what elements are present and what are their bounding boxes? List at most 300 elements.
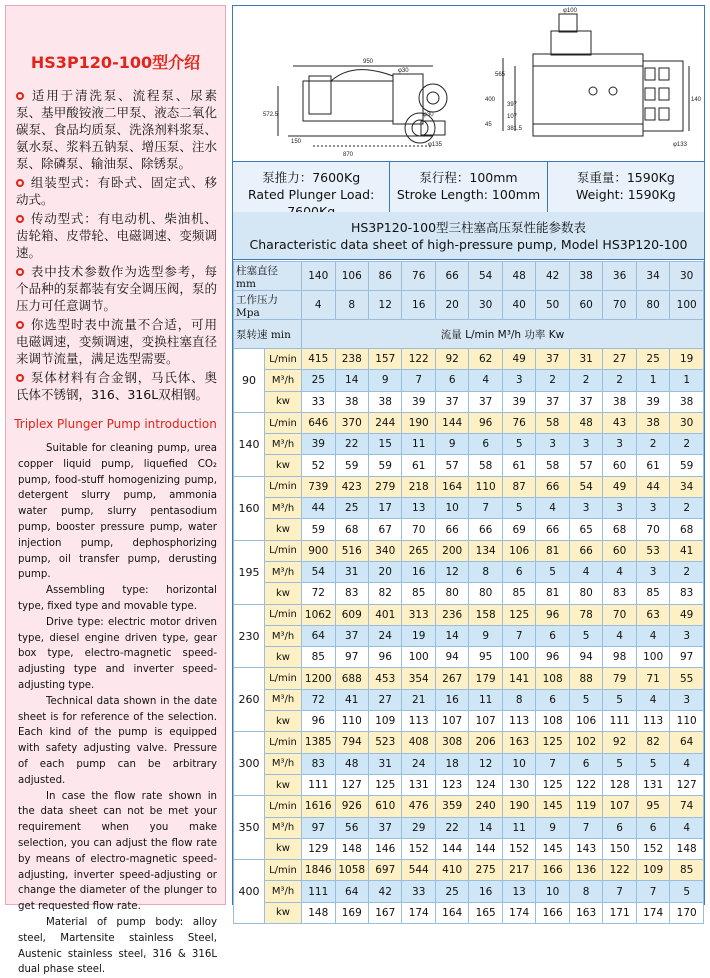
value-cell: 926 <box>335 796 368 817</box>
value-cell: 4 <box>636 625 669 646</box>
value-cell: 58 <box>469 455 502 476</box>
en-paragraph: Drive type: electric motor driven type, diesel engine driven type, gear box type, electro-magnetic speed-adjusting type and inverter speed-adjusting type. <box>18 616 217 691</box>
value-cell: 165 <box>469 902 502 923</box>
bullet-icon <box>16 92 24 100</box>
value-cell: 125 <box>502 604 535 625</box>
value-cell: 8 <box>502 689 535 710</box>
value-cell: 11 <box>502 817 535 838</box>
value-cell: 4 <box>670 817 704 838</box>
value-cell: 3 <box>670 625 704 646</box>
value-cell: 476 <box>402 796 435 817</box>
table-row <box>234 498 704 519</box>
value-cell: 6 <box>603 817 636 838</box>
table-row <box>234 902 704 923</box>
value-cell: 144 <box>435 412 468 433</box>
value-cell: 4 <box>536 498 569 519</box>
value-cell: 30 <box>670 412 704 433</box>
spec-load-cn: 泵推力：7600Kg <box>262 170 361 185</box>
value-cell: 190 <box>402 412 435 433</box>
value-cell: 79 <box>603 668 636 689</box>
value-cell: 6 <box>469 434 502 455</box>
value-cell: 110 <box>469 476 502 497</box>
bullet-icon <box>16 179 24 187</box>
dim-label: 140 <box>691 97 702 103</box>
value-cell: 9 <box>469 625 502 646</box>
value-cell: 82 <box>636 732 669 753</box>
value-cell: 9 <box>435 434 468 455</box>
value-cell: 66 <box>469 519 502 540</box>
value-cell: 3 <box>636 561 669 582</box>
value-cell: 69 <box>502 519 535 540</box>
value-cell: 37 <box>435 391 468 412</box>
unit-cell: L/min <box>265 796 302 817</box>
value-cell: 3 <box>636 498 669 519</box>
value-cell: 39 <box>302 434 335 455</box>
value-cell: 359 <box>435 796 468 817</box>
value-cell: 85 <box>502 583 535 604</box>
dim-label: 381.5 <box>507 126 523 132</box>
value-cell: 408 <box>402 732 435 753</box>
value-cell: 122 <box>603 860 636 881</box>
value-cell: 646 <box>302 412 335 433</box>
value-cell: 37 <box>469 391 502 412</box>
value-cell: 1846 <box>302 860 335 881</box>
value-cell: 24 <box>402 753 435 774</box>
value-cell: 5 <box>603 689 636 710</box>
diameter-cell: 106 <box>335 262 368 291</box>
speed-cell: 230 <box>234 604 265 668</box>
pressure-cell: 100 <box>670 291 704 320</box>
value-cell: 107 <box>435 711 468 732</box>
value-cell: 59 <box>302 519 335 540</box>
value-cell: 59 <box>335 455 368 476</box>
bullet-icon <box>16 268 24 276</box>
value-cell: 119 <box>569 796 602 817</box>
value-cell: 68 <box>603 519 636 540</box>
table-row <box>234 583 704 604</box>
unit-cell: kw <box>265 583 302 604</box>
value-cell: 113 <box>402 711 435 732</box>
value-cell: 174 <box>636 902 669 923</box>
value-cell: 1200 <box>302 668 335 689</box>
intro-panel <box>5 5 226 976</box>
en-paragraph: Assembling type: horizontal type, fixed type and movable type. <box>18 585 217 612</box>
value-cell: 111 <box>302 881 335 902</box>
value-cell: 148 <box>302 902 335 923</box>
value-cell: 170 <box>670 902 704 923</box>
table-row <box>234 881 704 902</box>
value-cell: 66 <box>569 540 602 561</box>
value-cell: 688 <box>335 668 368 689</box>
value-cell: 19 <box>402 625 435 646</box>
value-cell: 9 <box>368 370 401 391</box>
value-cell: 61 <box>402 455 435 476</box>
value-cell: 1 <box>636 370 669 391</box>
value-cell: 5 <box>569 625 602 646</box>
value-cell: 72 <box>302 689 335 710</box>
diameter-cell: 76 <box>402 262 435 291</box>
speed-header-row <box>234 320 704 349</box>
value-cell: 401 <box>368 604 401 625</box>
unit-cell: L/min <box>265 732 302 753</box>
unit-cell: M³/h <box>265 817 302 838</box>
value-cell: 146 <box>368 838 401 859</box>
value-cell: 267 <box>435 668 468 689</box>
pressure-cell: 20 <box>435 291 468 320</box>
value-cell: 55 <box>670 668 704 689</box>
value-cell: 82 <box>368 583 401 604</box>
value-cell: 95 <box>469 647 502 668</box>
table-row <box>234 753 704 774</box>
cn-feature-item <box>16 174 217 208</box>
value-cell: 80 <box>469 583 502 604</box>
value-cell: 66 <box>536 519 569 540</box>
value-cell: 3 <box>569 434 602 455</box>
value-cell: 174 <box>402 902 435 923</box>
en-paragraph: Material of pump body: alloy steel, Martensite stainless Steel, Austenic stainless steel, 316 & 316L dual phase steel. <box>18 916 217 976</box>
value-cell: 100 <box>636 647 669 668</box>
bullet-icon <box>16 321 24 329</box>
spec-weight-cn: 泵重量：1590Kg <box>576 170 675 185</box>
table-row <box>234 668 704 689</box>
value-cell: 125 <box>536 732 569 753</box>
speed-cell: 350 <box>234 796 265 860</box>
cn-feature-text: 泵体材料有合金钢，马氏体、奥氏体不锈钢，316、316L双相钢。 <box>16 370 217 402</box>
value-cell: 70 <box>402 519 435 540</box>
value-cell: 124 <box>469 774 502 795</box>
diameter-cell: 36 <box>603 262 636 291</box>
value-cell: 122 <box>402 349 435 370</box>
pressure-cell: 50 <box>536 291 569 320</box>
value-cell: 9 <box>536 817 569 838</box>
value-cell: 206 <box>469 732 502 753</box>
value-cell: 134 <box>469 540 502 561</box>
value-cell: 179 <box>469 668 502 689</box>
value-cell: 22 <box>435 817 468 838</box>
pressure-cell: 12 <box>368 291 401 320</box>
value-cell: 16 <box>435 689 468 710</box>
unit-cell: M³/h <box>265 498 302 519</box>
value-cell: 131 <box>636 774 669 795</box>
value-cell: 20 <box>368 561 401 582</box>
value-cell: 16 <box>402 561 435 582</box>
value-cell: 127 <box>670 774 704 795</box>
unit-cell: M³/h <box>265 370 302 391</box>
value-cell: 275 <box>469 860 502 881</box>
table-row <box>234 391 704 412</box>
pressure-cell: 60 <box>569 291 602 320</box>
value-cell: 8 <box>569 881 602 902</box>
cn-feature-item <box>16 316 217 367</box>
value-cell: 166 <box>536 860 569 881</box>
value-cell: 97 <box>670 647 704 668</box>
value-cell: 27 <box>368 689 401 710</box>
value-cell: 38 <box>335 391 368 412</box>
value-cell: 152 <box>636 838 669 859</box>
value-cell: 37 <box>536 391 569 412</box>
value-cell: 70 <box>603 604 636 625</box>
diameter-row <box>234 262 704 291</box>
value-cell: 38 <box>670 391 704 412</box>
value-cell: 3 <box>670 689 704 710</box>
value-cell: 81 <box>536 583 569 604</box>
speed-cell: 160 <box>234 476 265 540</box>
value-cell: 64 <box>302 625 335 646</box>
value-cell: 61 <box>636 455 669 476</box>
cn-feature-item <box>16 369 217 403</box>
value-cell: 74 <box>670 796 704 817</box>
value-cell: 17 <box>368 498 401 519</box>
spec-stroke <box>390 162 547 212</box>
value-cell: 127 <box>335 774 368 795</box>
value-cell: 25 <box>435 881 468 902</box>
value-cell: 174 <box>502 902 535 923</box>
value-cell: 11 <box>402 434 435 455</box>
bullet-icon <box>16 374 24 382</box>
dim-label: φ30 <box>423 112 434 118</box>
value-cell: 3 <box>569 498 602 519</box>
pressure-cell: 80 <box>636 291 669 320</box>
value-cell: 113 <box>502 711 535 732</box>
value-cell: 244 <box>368 412 401 433</box>
value-cell: 37 <box>569 391 602 412</box>
pressure-cell: 4 <box>302 291 335 320</box>
value-cell: 109 <box>636 860 669 881</box>
value-cell: 200 <box>435 540 468 561</box>
value-cell: 240 <box>469 796 502 817</box>
table-row <box>234 625 704 646</box>
value-cell: 41 <box>335 689 368 710</box>
cn-feature-list <box>16 87 217 403</box>
value-cell: 313 <box>402 604 435 625</box>
value-cell: 2 <box>536 370 569 391</box>
table-row <box>234 476 704 497</box>
value-cell: 67 <box>368 519 401 540</box>
value-cell: 25 <box>335 498 368 519</box>
value-cell: 6 <box>536 625 569 646</box>
value-cell: 29 <box>402 817 435 838</box>
dim-label: 150 <box>291 139 302 145</box>
value-cell: 3 <box>603 498 636 519</box>
value-cell: 123 <box>435 774 468 795</box>
value-cell: 3 <box>536 434 569 455</box>
value-cell: 96 <box>368 647 401 668</box>
spec-row <box>233 161 704 213</box>
value-cell: 31 <box>368 753 401 774</box>
value-cell: 122 <box>569 774 602 795</box>
value-cell: 10 <box>502 753 535 774</box>
value-cell: 107 <box>469 711 502 732</box>
value-cell: 109 <box>368 711 401 732</box>
value-cell: 4 <box>636 689 669 710</box>
value-cell: 72 <box>302 583 335 604</box>
table-row <box>234 838 704 859</box>
value-cell: 516 <box>335 540 368 561</box>
value-cell: 100 <box>402 647 435 668</box>
value-cell: 11 <box>469 689 502 710</box>
dim-label: φ135 <box>428 142 442 148</box>
value-cell: 1062 <box>302 604 335 625</box>
value-cell: 102 <box>569 732 602 753</box>
value-cell: 38 <box>368 391 401 412</box>
value-cell: 190 <box>502 796 535 817</box>
value-cell: 152 <box>402 838 435 859</box>
data-panel <box>232 5 705 919</box>
spec-load <box>233 162 390 212</box>
value-cell: 544 <box>402 860 435 881</box>
pressure-cell: 40 <box>502 291 535 320</box>
value-cell: 15 <box>368 434 401 455</box>
value-cell: 453 <box>368 668 401 689</box>
value-cell: 152 <box>502 838 535 859</box>
value-cell: 68 <box>335 519 368 540</box>
value-cell: 238 <box>335 349 368 370</box>
value-cell: 39 <box>636 391 669 412</box>
spec-weight-en: Weight: 1590Kg <box>575 187 676 202</box>
value-cell: 87 <box>502 476 535 497</box>
value-cell: 16 <box>469 881 502 902</box>
value-cell: 6 <box>636 817 669 838</box>
value-cell: 5 <box>670 881 704 902</box>
table-row <box>234 647 704 668</box>
value-cell: 39 <box>402 391 435 412</box>
diameter-label: 柱塞直径 mm <box>234 262 302 291</box>
value-cell: 43 <box>603 412 636 433</box>
table-row <box>234 561 704 582</box>
value-cell: 13 <box>402 498 435 519</box>
value-cell: 34 <box>670 476 704 497</box>
spec-load-en: Rated Plunger Load: <box>247 187 375 202</box>
speed-cell: 195 <box>234 540 265 604</box>
table-row <box>234 540 704 561</box>
value-cell: 85 <box>402 583 435 604</box>
unit-cell: M³/h <box>265 753 302 774</box>
flow-label: 流量 L/min M³/h 功率 Kw <box>302 320 704 349</box>
unit-cell: M³/h <box>265 689 302 710</box>
value-cell: 7 <box>603 881 636 902</box>
value-cell: 7 <box>636 881 669 902</box>
table-title <box>233 212 704 260</box>
value-cell: 136 <box>569 860 602 881</box>
value-cell: 63 <box>636 604 669 625</box>
value-cell: 265 <box>402 540 435 561</box>
value-cell: 5 <box>536 561 569 582</box>
value-cell: 141 <box>502 668 535 689</box>
value-cell: 62 <box>469 349 502 370</box>
value-cell: 22 <box>335 434 368 455</box>
value-cell: 1616 <box>302 796 335 817</box>
pressure-cell: 8 <box>335 291 368 320</box>
table-row <box>234 817 704 838</box>
value-cell: 49 <box>603 476 636 497</box>
en-intro-title: Triplex Plunger Pump introduction <box>14 417 217 431</box>
value-cell: 37 <box>368 817 401 838</box>
value-cell: 4 <box>603 561 636 582</box>
speed-cell: 300 <box>234 732 265 796</box>
value-cell: 5 <box>636 753 669 774</box>
value-cell: 125 <box>536 774 569 795</box>
unit-cell: L/min <box>265 604 302 625</box>
value-cell: 106 <box>502 540 535 561</box>
value-cell: 6 <box>569 753 602 774</box>
dim-label: 950 <box>363 59 374 65</box>
speed-cell: 140 <box>234 412 265 476</box>
value-cell: 218 <box>402 476 435 497</box>
value-cell: 129 <box>302 838 335 859</box>
value-cell: 410 <box>435 860 468 881</box>
pressure-row <box>234 291 704 320</box>
value-cell: 19 <box>670 349 704 370</box>
table-row <box>234 370 704 391</box>
diameter-cell: 42 <box>536 262 569 291</box>
dim-label: φ30 <box>398 68 409 74</box>
dim-label: 870 <box>343 152 354 158</box>
value-cell: 340 <box>368 540 401 561</box>
value-cell: 94 <box>435 647 468 668</box>
table-row <box>234 604 704 625</box>
value-cell: 64 <box>670 732 704 753</box>
value-cell: 31 <box>335 561 368 582</box>
value-cell: 739 <box>302 476 335 497</box>
value-cell: 44 <box>636 476 669 497</box>
value-cell: 2 <box>569 370 602 391</box>
diameter-cell: 34 <box>636 262 669 291</box>
value-cell: 83 <box>335 583 368 604</box>
value-cell: 21 <box>402 689 435 710</box>
value-cell: 145 <box>536 838 569 859</box>
unit-cell: L/min <box>265 540 302 561</box>
en-intro-text <box>18 441 217 978</box>
intro-title: HS3P120-100型介绍 <box>30 53 201 72</box>
bullet-icon <box>16 215 24 223</box>
value-cell: 107 <box>603 796 636 817</box>
table-row <box>234 732 704 753</box>
spec-stroke-cn: 泵行程：100mm <box>419 170 518 185</box>
value-cell: 66 <box>536 476 569 497</box>
value-cell: 171 <box>603 902 636 923</box>
value-cell: 14 <box>335 370 368 391</box>
unit-cell: M³/h <box>265 434 302 455</box>
value-cell: 113 <box>636 711 669 732</box>
dim-label: 572.5 <box>263 112 279 118</box>
value-cell: 25 <box>302 370 335 391</box>
value-cell: 2 <box>603 370 636 391</box>
value-cell: 4 <box>670 753 704 774</box>
value-cell: 110 <box>335 711 368 732</box>
en-paragraph: In case the flow rate shown in the data sheet can not be met your requirement when you make selection, you can adjust the flow rate by means of electro-magnetic speed-adjusting, inverter speed-adjusting or change the diameter of the plunger to get requested flow rate. <box>18 790 217 913</box>
pressure-cell: 16 <box>402 291 435 320</box>
pressure-cell: 70 <box>603 291 636 320</box>
cn-feature-text: 适用于清洗泵、流程泵、尿素泵、基甲酸铵液二甲泵、液态二氧化碳泵、食品均质泵、洗涤剂料浆泵、氨水泵、浆料五钠泵、增压泵、注水泵、除磷泵、输油泵、除锈泵。 <box>16 88 217 171</box>
value-cell: 98 <box>603 647 636 668</box>
value-cell: 60 <box>603 540 636 561</box>
value-cell: 97 <box>302 817 335 838</box>
unit-cell: M³/h <box>265 881 302 902</box>
dim-label: 397 <box>507 102 518 108</box>
unit-cell: kw <box>265 838 302 859</box>
unit-cell: kw <box>265 455 302 476</box>
value-cell: 78 <box>569 604 602 625</box>
dim-label: 45 <box>485 122 492 128</box>
value-cell: 92 <box>435 349 468 370</box>
value-cell: 7 <box>536 753 569 774</box>
unit-cell: kw <box>265 647 302 668</box>
value-cell: 128 <box>603 774 636 795</box>
value-cell: 31 <box>569 349 602 370</box>
table-row <box>234 519 704 540</box>
value-cell: 2 <box>636 434 669 455</box>
pump-outline-drawing <box>233 6 704 161</box>
